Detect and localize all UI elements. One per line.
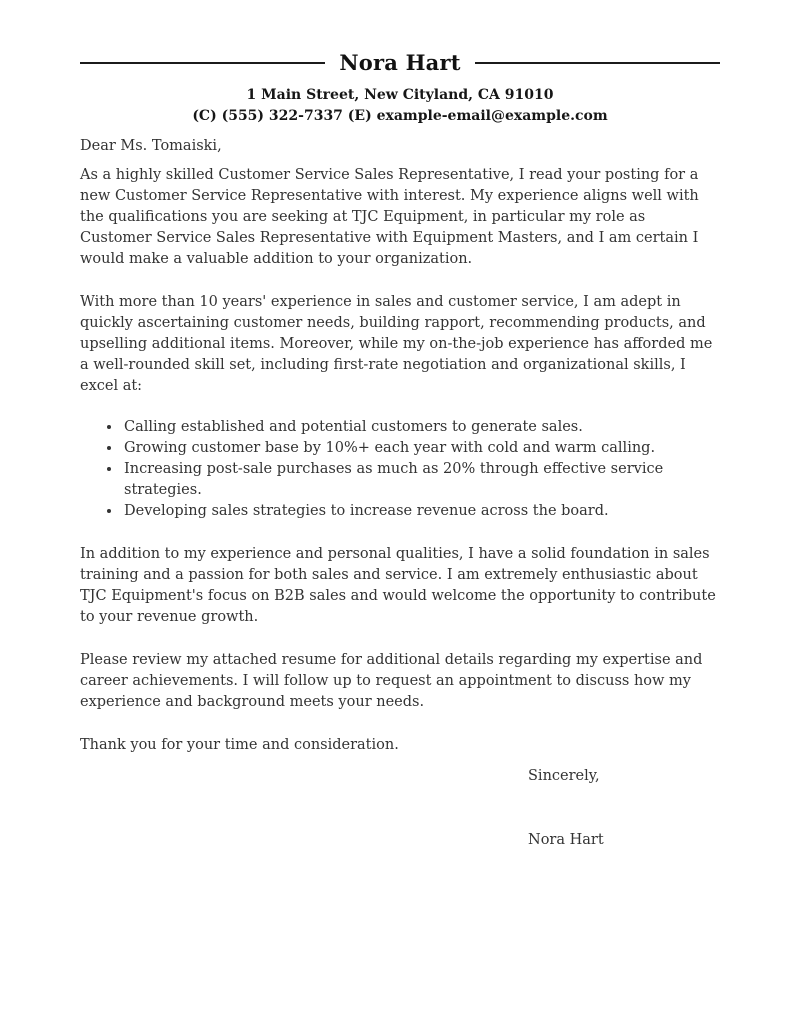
salutation: Dear Ms. Tomaiski, — [80, 138, 222, 154]
contact-line: (C) (555) 322-7337 (E) example-email@example.com — [192, 108, 608, 124]
letter-body — [80, 136, 720, 851]
bullet-item-2: • Growing customer base by 10%+ each year with cold and warm calling. — [122, 438, 720, 459]
body-paragraph-2: With more than 10 years' experience in sales and customer service, I am adept in quickly ascertaining customer needs, building rapport, recommending products, and upselling additional items. Moreover, while my on-the-job experience has afforded me a well-rounded skill set, including first-rate negotiation and organizational skills, I excel at: — [80, 294, 713, 394]
body-paragraph-4: Please review my attached resume for additional details regarding my expertise and career achievements. I will follow up to request an appointment to discuss how my experience and background meets your needs. — [80, 652, 703, 710]
author-name: Nora Hart — [339, 50, 461, 75]
bullet-item-4: • Developing sales strategies to increase revenue across the board. — [122, 501, 720, 522]
bullet-item-3: • Increasing post-sale purchases as much as 20% through effective service strategies. — [122, 459, 720, 501]
address-line: 1 Main Street, New Cityland, CA 91010 — [246, 87, 554, 103]
letterhead — [80, 50, 720, 127]
letterhead-contact-block — [80, 85, 720, 127]
body-paragraph-1: As a highly skilled Customer Service Sales Representative, I read your posting for a new Customer Service Representative with interest. My experience aligns well with the qualifications you are seeking at TJC Equipment, in particular my role as Customer Service Sales Representative with Equipment Masters, and I am certain I would make a valuable addition to your organization. — [80, 167, 699, 267]
valediction: Sincerely, — [528, 768, 600, 784]
header-rule-right — [475, 62, 720, 64]
body-paragraph-3: In addition to my experience and personal qualities, I have a solid foundation in sales training and a passion for both sales and service. I am extremely enthusiastic about TJC Equipment's focus on B2B sales and would welcome the opportunity to contribute to your revenue growth. — [80, 546, 716, 625]
thanks-line: Thank you for your time and consideration. — [80, 737, 399, 753]
letterhead-name-row — [80, 50, 720, 75]
bullet-list — [80, 417, 720, 522]
header-rule-left — [80, 62, 325, 64]
bullet-item-1: • Calling established and potential customers to generate sales. — [122, 417, 720, 438]
signoff-block — [528, 766, 720, 851]
signature-name: Nora Hart — [528, 832, 604, 848]
